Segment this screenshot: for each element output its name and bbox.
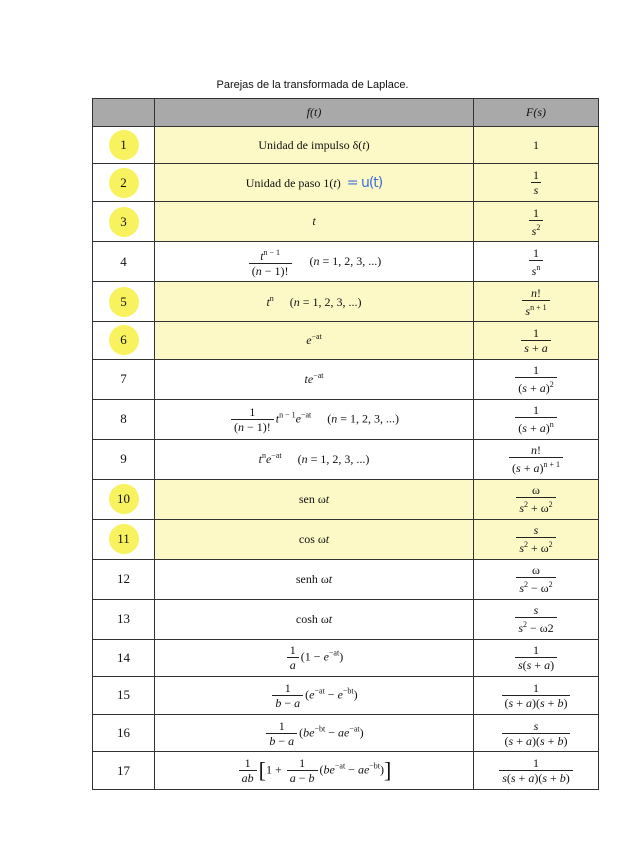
row-number-highlight: 5 <box>109 287 139 317</box>
table-row <box>93 714 599 752</box>
f-cell: t <box>155 202 474 242</box>
num-cell <box>93 752 155 790</box>
row-number-highlight: 11 <box>109 524 139 554</box>
row-number: 8 <box>120 411 127 427</box>
f-cell: $\frac{t^{n - 1}}{(n - 1)!}$ (n = 1, 2, 3, ...) <box>155 242 474 282</box>
f-cell: $\frac{1}{b - a}$ $(e^{-at} - e^{-bt})$ <box>155 677 474 715</box>
table-row <box>93 126 599 164</box>
f-cell: $t^ne^{-at}$ (n = 1, 2, 3, ...) <box>155 439 474 479</box>
f-cell: $\frac{1}{(n - 1)!}$ $t^{n - 1}e^{-at}$ (n = 1, 2, 3, ...) <box>155 399 474 439</box>
table-row <box>93 479 599 519</box>
row-number: 14 <box>117 649 130 665</box>
table-row <box>93 282 599 322</box>
f-cell: $te^{-at}$ <box>155 359 474 399</box>
F-cell: $\frac{s}{s^2 + \omega^2}$ <box>474 519 599 559</box>
header-F: F(s) <box>474 99 599 127</box>
table-row <box>93 322 599 360</box>
num-cell <box>93 714 155 752</box>
row-number: 4 <box>120 253 127 269</box>
F-cell: $\frac{n!}{s^{n + 1}}$ <box>474 282 599 322</box>
F-cell: $\frac{\omega}{s^2 + \omega^2}$ <box>474 479 599 519</box>
table-row <box>93 399 599 439</box>
F-cell: $\frac{1}{s + a}$ <box>474 322 599 360</box>
f-cell: $\frac{1}{ab}$ [1 + $\frac{1}{a - b}$ $(be^{-at} - ae^{-bt})$] <box>155 752 474 790</box>
num-cell <box>93 282 155 322</box>
table-row <box>93 639 599 677</box>
num-cell <box>93 599 155 639</box>
table-row <box>93 677 599 715</box>
row-number-highlight: 6 <box>109 325 139 355</box>
num-cell <box>93 322 155 360</box>
row-number-highlight: 10 <box>109 484 139 514</box>
F-cell: $\frac{\omega}{s^2 - \omega^2}$ <box>474 559 599 599</box>
num-cell <box>93 202 155 242</box>
row-number-highlight: 2 <box>109 168 139 198</box>
num-cell <box>93 519 155 559</box>
F-cell: $\frac{1}{s(s + a)}$ <box>474 639 599 677</box>
row-number: 17 <box>117 762 130 778</box>
f-cell: senh ωt <box>155 559 474 599</box>
num-cell <box>93 126 155 164</box>
F-cell: $\frac{1}{(s + a)(s + b)}$ <box>474 677 599 715</box>
table-row <box>93 164 599 202</box>
num-cell <box>93 242 155 282</box>
row-number: 12 <box>117 571 130 587</box>
F-cell: $\frac{1}{(s + a)^n}$ <box>474 399 599 439</box>
table-row <box>93 559 599 599</box>
num-cell <box>93 399 155 439</box>
f-cell: $\frac{1}{b - a}$ $(be^{-bt} - ae^{-at})$ <box>155 714 474 752</box>
f-cell: sen ωt <box>155 479 474 519</box>
laplace-table <box>92 98 599 790</box>
F-cell: $\frac{1}{s(s + a)(s + b)}$ <box>474 752 599 790</box>
header-num <box>93 99 155 127</box>
F-cell: $\frac{s}{s^2 - \omega 2}$ <box>474 599 599 639</box>
row-number: 15 <box>117 687 130 703</box>
f-cell: Unidad de impulso δ(t) <box>155 126 474 164</box>
handwritten-note: = u(t) <box>346 174 383 191</box>
table-row <box>93 202 599 242</box>
f-cell: $e^{-at}$ <box>155 322 474 360</box>
table-row <box>93 242 599 282</box>
row-number: 16 <box>117 725 130 741</box>
num-cell <box>93 164 155 202</box>
num-cell <box>93 479 155 519</box>
header-f: f(t) <box>155 99 474 127</box>
table-header <box>93 99 599 127</box>
f-cell: Unidad de paso 1(t) = u(t) <box>155 164 474 202</box>
table-row <box>93 519 599 559</box>
row-number: 7 <box>120 371 127 387</box>
row-number-highlight: 3 <box>109 207 139 237</box>
F-cell: $\frac{n!}{(s + a)^{n + 1}}$ <box>474 439 599 479</box>
F-cell: $\frac{1}{(s + a)^2}$ <box>474 359 599 399</box>
f-cell: $t^n$ (n = 1, 2, 3, ...) <box>155 282 474 322</box>
F-cell: $\frac{1}{s^n}$ <box>474 242 599 282</box>
num-cell <box>93 639 155 677</box>
num-cell <box>93 559 155 599</box>
row-number: 9 <box>120 451 127 467</box>
F-cell: $\frac{s}{(s + a)(s + b)}$ <box>474 714 599 752</box>
table-row <box>93 752 599 790</box>
page-title: Parejas de la transformada de Laplace. <box>216 79 409 91</box>
F-cell: $\frac{1}{s^2}$ <box>474 202 599 242</box>
row-number: 13 <box>117 611 130 627</box>
table-row <box>93 599 599 639</box>
row-number-highlight: 1 <box>109 130 139 160</box>
F-cell: $\frac{1}{s}$ <box>474 164 599 202</box>
num-cell <box>93 359 155 399</box>
f-cell: cosh ωt <box>155 599 474 639</box>
num-cell <box>93 677 155 715</box>
table-row <box>93 359 599 399</box>
f-cell: cos ωt <box>155 519 474 559</box>
num-cell <box>93 439 155 479</box>
F-cell: 1 <box>474 126 599 164</box>
f-cell: $\frac{1}{a}$ $(1 - e^{-at})$ <box>155 639 474 677</box>
table-row <box>93 439 599 479</box>
